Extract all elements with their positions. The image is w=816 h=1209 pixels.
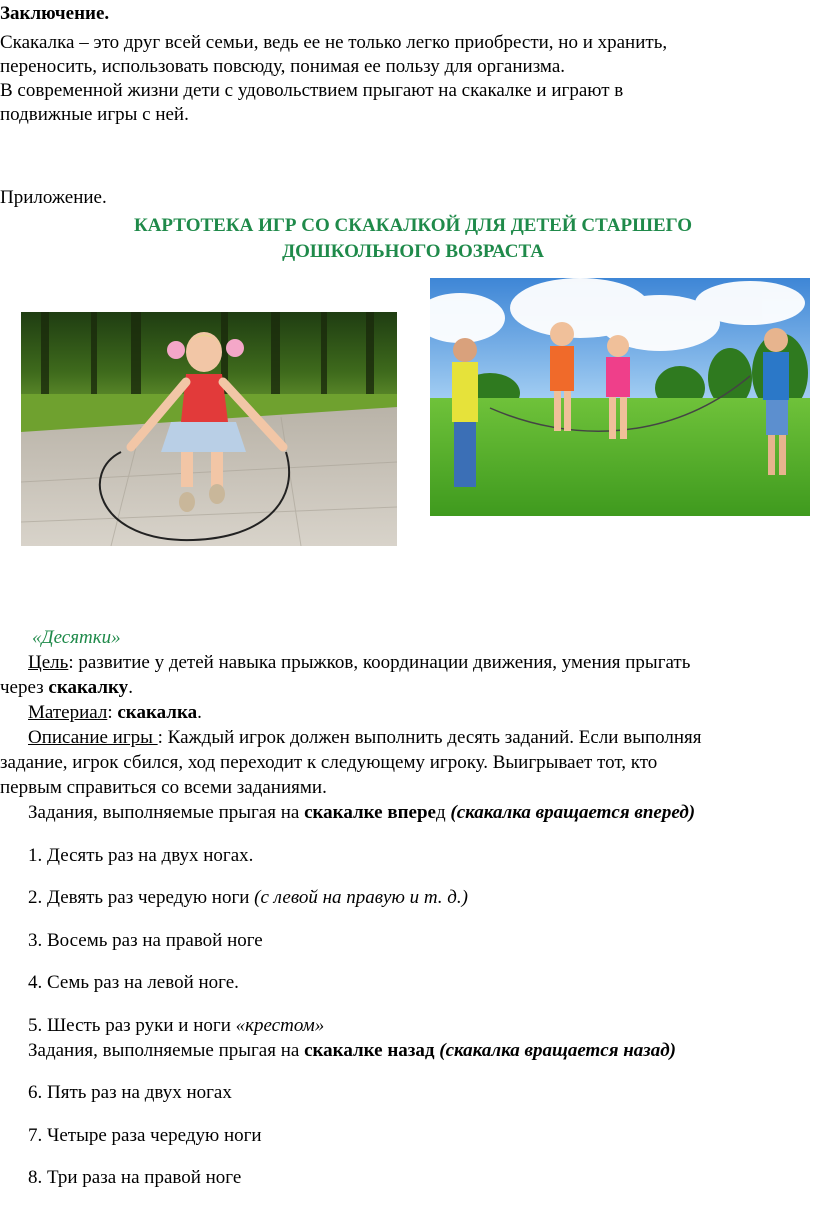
task-item [28,1014,324,1038]
goal-line [28,651,690,675]
girl-jumping-illustration [21,312,397,546]
desc-line: первым справиться со всеми заданиями. [0,777,327,798]
backward-text: Задания, выполняемые прыгая на [28,1040,305,1061]
forward-emphasis: скакалке впере [304,802,436,823]
backward-emphasis: скакалке назад [304,1040,435,1061]
goal-line-2 [0,676,133,700]
task-text: 2. Девять раз чередую ноги [28,887,255,908]
task-note: (с левой на правую и т. д.) [254,887,468,908]
children-rope-photo [430,278,810,516]
goal-label: Цель [28,652,69,673]
forward-text: Задания, выполняемые прыгая на [28,802,305,823]
forward-text: д [435,802,446,823]
game-name: «Десятки» [32,627,121,648]
task-note: «крестом» [235,1015,325,1036]
material-label: Материал [28,702,108,723]
appendix-label: Приложение. [0,187,107,208]
backward-tasks-heading [28,1039,676,1063]
goal-text: : развитие у детей навыка прыжков, координации движения, умения прыгать [68,652,691,673]
conclusion-heading: Заключение. [0,3,110,24]
task-item: 4. Семь раз на левой ноге. [28,972,239,993]
goal-emphasis: скакалку [48,677,129,698]
desc-line [28,726,702,750]
conclusion-line: Скакалка – это друг всей семьи, ведь ее не только легко приобрести, но и хранить, [0,32,668,53]
forward-tasks-heading [28,801,695,825]
task-item [28,886,468,910]
conclusion-line: переносить, использовать повсюду, понимая ее пользу для организма. [0,56,566,77]
desc-line: задание, игрок сбился, ход переходит к следующему игроку. Выигрывает тот, кто [0,752,658,773]
material-line [28,701,202,725]
desc-label: Описание игры [28,727,158,748]
material-value: скакалка [117,702,198,723]
girl-jumping-photo [21,312,397,546]
backward-note: (скакалка вращается назад) [434,1040,676,1061]
task-item: 3. Восемь раз на правой ноге [28,930,263,951]
task-item: 1. Десять раз на двух ногах. [28,845,254,866]
children-rope-illustration [430,278,810,516]
material-sep: : [107,702,118,723]
conclusion-line: В современной жизни дети с удовольствием прыгают на скакалке и играют в [0,80,624,101]
task-item: 7. Четыре раза чередую ноги [28,1125,262,1146]
desc-text: : Каждый игрок должен выполнить десять заданий. Если выполняя [157,727,702,748]
task-item: 8. Три раза на правой ноге [28,1167,242,1188]
material-end: . [197,702,202,723]
appendix-title-line: ДОШКОЛЬНОГО ВОЗРАСТА [282,241,544,262]
goal-text: через [0,677,49,698]
task-text: 5. Шесть раз руки и ноги [28,1015,236,1036]
forward-note: (скакалка вращается вперед) [445,802,696,823]
appendix-title-line: КАРТОТЕКА ИГР СО СКАКАЛКОЙ ДЛЯ ДЕТЕЙ СТАРШЕГО [133,215,693,236]
goal-text: . [128,677,133,698]
conclusion-line: подвижные игры с ней. [0,104,189,125]
task-item: 6. Пять раз на двух ногах [28,1082,232,1103]
